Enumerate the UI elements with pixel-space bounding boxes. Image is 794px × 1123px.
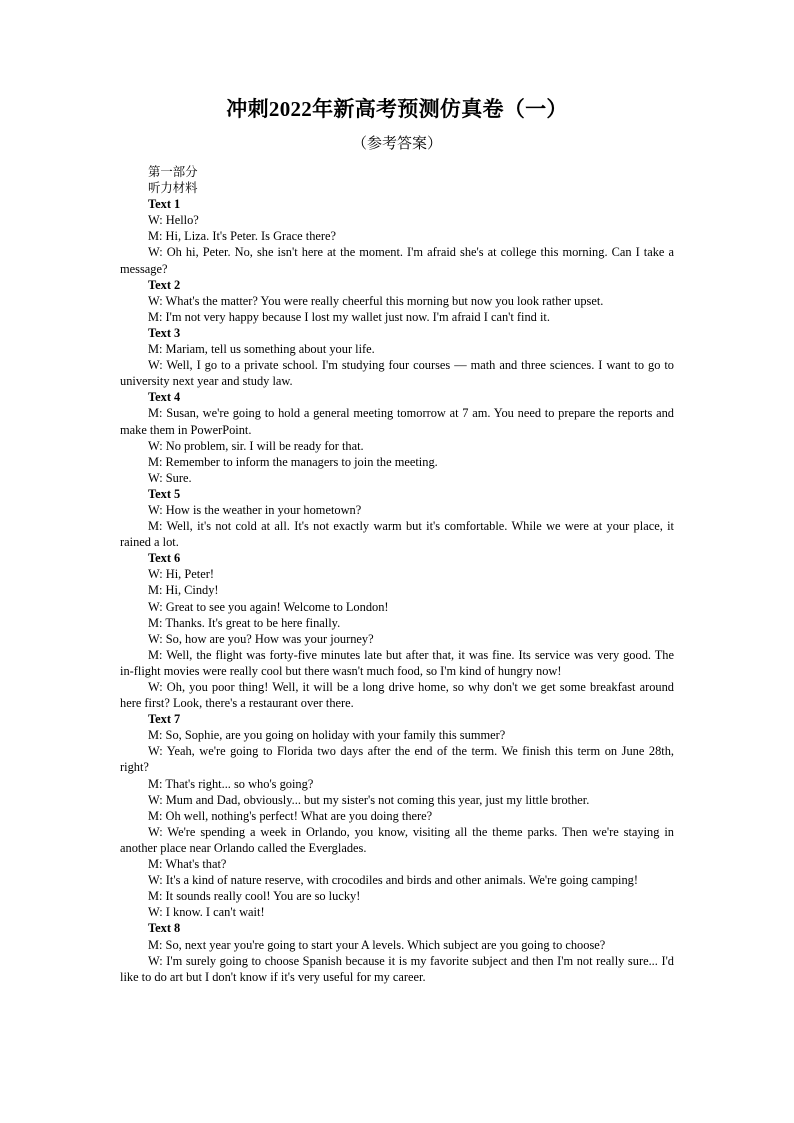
text-heading: Text 7 (148, 712, 181, 727)
dialogue-line: M: Thanks. It's great to be here finally. (148, 615, 341, 630)
dialogue-line: W: Oh, you poor thing! Well, it will be a long drive home, so why don't we get some breakfast around here first? Look, there's a restaurant over there. (120, 680, 674, 711)
dialogue-line: M: So, Sophie, are you going on holiday with your family this summer? (148, 728, 506, 743)
dialogue-line: W: I'm surely going to choose Spanish because it is my favorite subject and then I'm not really sure... I'd like to do art but I don't know if it's very useful for my career. (120, 953, 674, 984)
page-title: 冲刺2022年新高考预测仿真卷（一） (226, 97, 568, 121)
dialogue-line: W: Mum and Dad, obviously... but my sister's not coming this year, just my little brother. (148, 792, 590, 807)
dialogue-line: M: Mariam, tell us something about your life. (148, 342, 375, 357)
text-heading: Text 6 (148, 551, 181, 566)
dialogue-line: W: No problem, sir. I will be ready for that. (148, 438, 364, 453)
dialogue-line: W: Oh hi, Peter. No, she isn't here at the moment. I'm afraid she's at college this morning. Can I take a message? (120, 245, 674, 276)
text-heading: Text 1 (148, 197, 181, 212)
dialogue-line: M: So, next year you're going to start your A levels. Which subject are you going to choose? (148, 937, 606, 952)
dialogue-line: M: What's that? (148, 857, 227, 872)
dialogue-line: W: Yeah, we're going to Florida two days after the end of the term. We finish this term on June 28th, right? (120, 744, 674, 775)
text-heading: Text 8 (148, 921, 181, 936)
text-heading: Text 4 (148, 390, 181, 405)
dialogue-line: M: Well, it's not cold at all. It's not exactly warm but it's comfortable. While we were at your place, it rained a lot. (120, 519, 674, 550)
dialogue-line: W: Well, I go to a private school. I'm studying four courses — math and three sciences. I want to go to university next year and study law. (120, 358, 674, 389)
dialogue-line: W: We're spending a week in Orlando, you know, visiting all the theme parks. Then we're staying in another place near Orlando called the Everglades. (120, 824, 674, 855)
section-heading: 第一部分 (148, 165, 198, 179)
dialogue-line: M: Hi, Liza. It's Peter. Is Grace there? (148, 229, 337, 244)
dialogue-line: M: Hi, Cindy! (148, 583, 219, 598)
dialogue-line: M: Well, the flight was forty-five minutes late but after that, it was fine. Its service was very good. The in-flight movies were really cool but there wasn't much food, so I'm kind of hungry now! (120, 647, 674, 678)
dialogue-line: W: Sure. (148, 470, 192, 485)
dialogue-line: W: Hello? (148, 213, 199, 228)
page-subtitle: （参考答案） (351, 136, 442, 152)
dialogue-line: W: How is the weather in your hometown? (148, 502, 362, 517)
text-heading: Text 3 (148, 325, 181, 340)
dialogue-line: M: It sounds really cool! You are so lucky! (148, 889, 361, 904)
dialogue-line: W: I know. I can't wait! (148, 905, 265, 920)
dialogue-line: M: Susan, we're going to hold a general meeting tomorrow at 7 am. You need to prepare the reports and make them in PowerPoint. (120, 406, 674, 437)
dialogue-line: M: Oh well, nothing's perfect! What are you doing there? (148, 808, 433, 823)
subsection-heading: 听力材料 (148, 181, 198, 196)
dialogue-line: W: What's the matter? You were really cheerful this morning but now you look rather upset. (148, 293, 604, 308)
dialogue-line: W: So, how are you? How was your journey? (148, 631, 374, 646)
dialogue-line: M: That's right... so who's going? (148, 776, 314, 791)
text-heading: Text 2 (148, 277, 181, 292)
dialogue-line: M: I'm not very happy because I lost my wallet just now. I'm afraid I can't find it. (148, 309, 550, 324)
dialogue-line: M: Remember to inform the managers to join the meeting. (148, 454, 438, 469)
text-heading: Text 5 (148, 486, 181, 501)
transcript-body (120, 196, 674, 985)
dialogue-line: W: Great to see you again! Welcome to London! (148, 599, 389, 614)
dialogue-line: W: It's a kind of nature reserve, with crocodiles and birds and other animals. We're going camping! (148, 873, 638, 888)
dialogue-line: W: Hi, Peter! (148, 567, 214, 582)
